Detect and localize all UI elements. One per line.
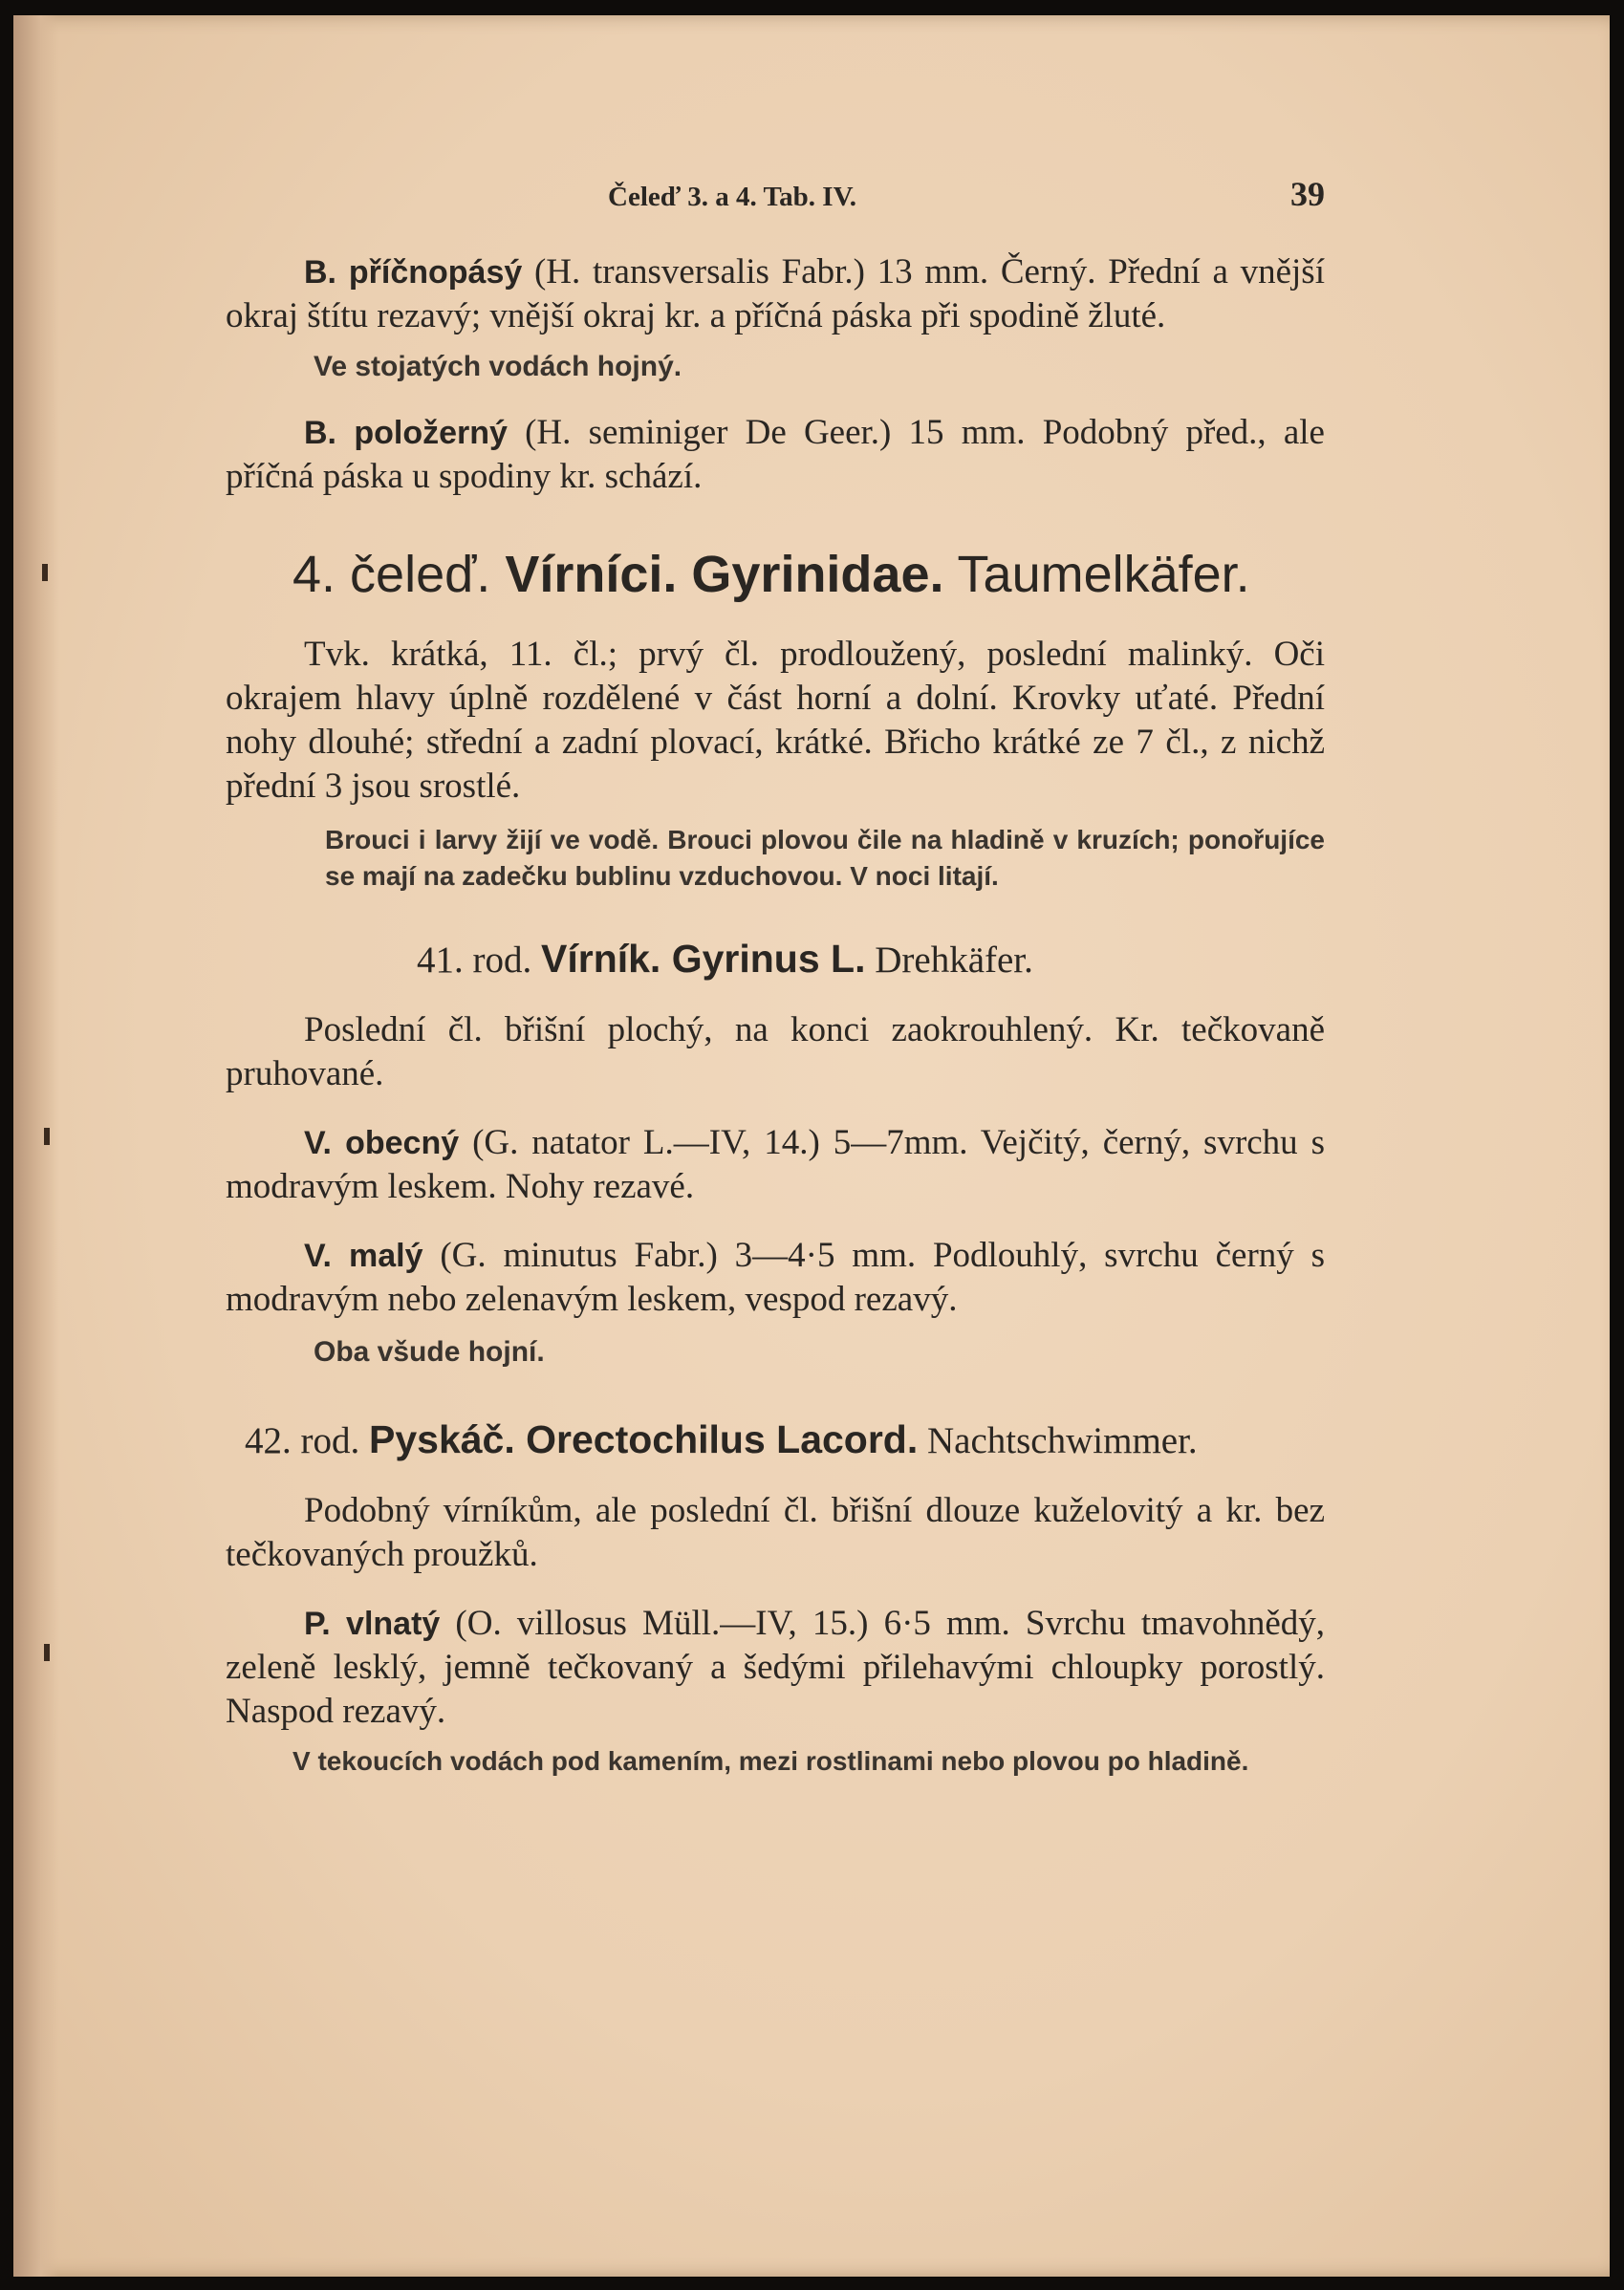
- family-name: Vírníci. Gyrinidae.: [505, 546, 944, 603]
- family-description: Tvk. krátká, 11. čl.; prvý čl. prodloužený, poslední malinký. Oči okrajem hlavy úplně rozdělené v část horní a dolní. Krovky uťaté. Přední nohy dlouhé; střední a zadní plovací, krátké. Břicho krátké ze 7 čl., z nichž přední 3 jsou srostlé.: [226, 635, 1325, 806]
- running-head: Čeleď 3. a 4. Tab. IV.: [608, 182, 857, 212]
- habitat-note: V tekoucích vodách pod kamením, mezi rostlinami nebo plovou po hladině.: [292, 1746, 1249, 1776]
- genus-name: Vírník. Gyrinus L.: [541, 937, 866, 981]
- species-description: (G. natator L.—IV, 14.) 5—7mm. Vejčitý, černý, svrchu s modravým leskem. Nohy rezavé.: [226, 1123, 1325, 1206]
- family-note: Brouci i larvy žijí ve vodě. Brouci plovou čile na hladině v kruzích; ponořujíce se mají na zadečku bublinu vzduchovou. V noci litají.: [325, 825, 1325, 891]
- genus-description: Podobný vírníkům, ale poslední čl. břišní dlouze kuželovitý a kr. bez tečkovaných proužků.: [226, 1491, 1325, 1574]
- genus-german-name: Drehkäfer.: [875, 940, 1033, 981]
- species-entry: [226, 1234, 1325, 1322]
- genus-number: 41. rod.: [417, 940, 532, 981]
- genus-name: Pyskáč. Orectochilus Lacord.: [369, 1417, 919, 1461]
- genus-heading: [417, 937, 1325, 982]
- species-name: B. příčnopásý: [304, 254, 523, 291]
- margin-mark: [44, 1128, 50, 1145]
- species-description: (H. seminiger De Geer.) 15 mm. Podobný před., ale příčná páska u spodiny kr. schází.: [226, 413, 1325, 496]
- species-description: (H. transversalis Fabr.) 13 mm. Černý. Přední a vnější okraj štítu rezavý; vnější okraj kr. a příčná páska při spodině žluté.: [226, 252, 1325, 335]
- species-description: (O. villosus Müll.—IV, 15.) 6·5 mm. Svrchu tmavohnědý, zeleně lesklý, jemně tečkovaný a šedými přilehavými chloupky porostlý. Naspod rezavý.: [226, 1604, 1325, 1731]
- margin-mark: [42, 564, 48, 581]
- habitat-note: Ve stojatých vodách hojný.: [314, 351, 682, 382]
- genus-heading: [245, 1417, 1325, 1462]
- species-entry: [226, 411, 1325, 499]
- species-entry: [226, 250, 1325, 386]
- margin-mark: [44, 1644, 50, 1661]
- species-entry: [226, 1121, 1325, 1209]
- genus-german-name: Nachtschwimmer.: [927, 1420, 1198, 1461]
- family-german-name: Taumelkäfer.: [957, 546, 1250, 603]
- page-gutter: [13, 15, 59, 2277]
- species-entry: [226, 1602, 1325, 1734]
- habitat-note: Oba všude hojní.: [314, 1336, 545, 1368]
- species-name: V. malý: [304, 1238, 423, 1274]
- page-number: 39: [1290, 175, 1325, 213]
- page-content: [226, 172, 1325, 1780]
- genus-number: 42. rod.: [245, 1420, 360, 1461]
- species-name: P. vlnatý: [304, 1606, 441, 1642]
- species-description: (G. minutus Fabr.) 3—4·5 mm. Podlouhlý, svrchu černý s modravým nebo zelenavým leskem, vespod rezavý.: [226, 1236, 1325, 1319]
- species-name: B. položerný: [304, 415, 508, 451]
- family-number: 4. čeleď.: [292, 546, 491, 603]
- species-name: V. obecný: [304, 1125, 460, 1161]
- genus-description: Poslední čl. břišní plochý, na konci zaokrouhlený. Kr. tečkovaně pruhované.: [226, 1010, 1325, 1093]
- page-header: [226, 172, 1325, 229]
- family-heading: [292, 545, 1325, 604]
